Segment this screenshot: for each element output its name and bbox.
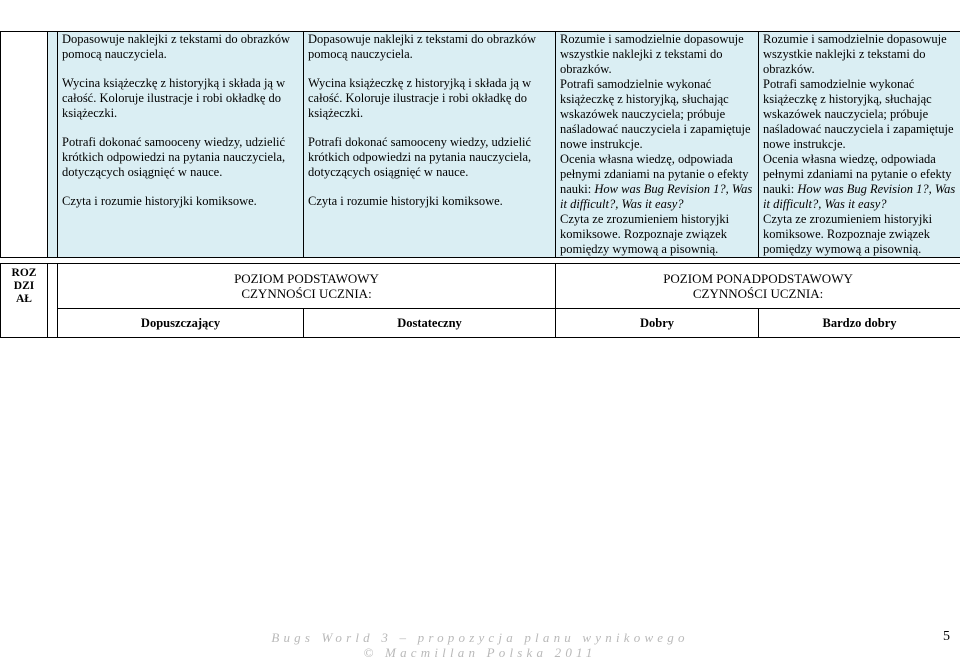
page-footer xyxy=(0,630,960,660)
cell-dopuszczajacy xyxy=(58,32,304,258)
bardzo-dobry-text-3 xyxy=(763,152,956,212)
rozdzial-label: ROZ DZI AŁ xyxy=(9,267,39,306)
dobry-text-3-questions: How was Bug Revision 1?, Was it difficult?, Was it easy? xyxy=(560,182,752,211)
cell-dobry xyxy=(556,32,759,258)
bardzo-dobry-text-3-questions: How was Bug Revision 1?, Was it difficult?, Was it easy? xyxy=(763,182,955,211)
cell-bardzo-dobry xyxy=(759,32,960,258)
dobry-text-1: Rozumie i samodzielnie dopasowuje wszystkie naklejki z tekstami do obrazków. xyxy=(560,32,754,77)
dobry-text-4: Czyta ze zrozumieniem historyjki komiksowe. Rozpoznaje związek pomiędzy wymową a pisownią. xyxy=(560,212,754,257)
dostateczny-text-1: Dopasowuje naklejki z tekstami do obrazków pomocą nauczyciela. xyxy=(308,32,551,62)
dopuszczajacy-text-2: Wycina książeczkę z historyjką i składa ją w całość. Koloruje ilustracje i robi okładkę do książeczki. xyxy=(62,76,299,121)
bardzo-dobry-text-2: Potrafi samodzielnie wykonać książeczkę z historyjką, słuchając wskazówek nauczyciela; próbuje naśladować nauczyciela i zapamiętuje nowe instrukcje. xyxy=(763,77,956,152)
dostateczny-text-3: Potrafi dokonać samooceny wiedzy, udzielić krótkich odpowiedzi na pytania nauczyciela, dotyczących osiągnięć w nauce. xyxy=(308,135,551,180)
footer-title: Bugs World 3 – propozycja planu wynikowego xyxy=(0,630,960,645)
grade-dopuszczajacy: Dopuszczający xyxy=(58,309,304,338)
dobry-text-2: Potrafi samodzielnie wykonać książeczkę z historyjką, słuchając wskazówek nauczyciela; próbuje naśladować nauczyciela i zapamiętuje nowe instrukcje. xyxy=(560,77,754,152)
poziom-ponadpodstawowy-title: POZIOM PONADPODSTAWOWY xyxy=(556,271,960,286)
dopuszczajacy-text-1: Dopasowuje naklejki z tekstami do obrazków pomocą nauczyciela. xyxy=(62,32,299,62)
spacer-header-cell xyxy=(48,264,58,338)
grade-bardzo-dobry: Bardzo dobry xyxy=(759,309,960,338)
grade-dostateczny: Dostateczny xyxy=(304,309,556,338)
dostateczny-text-2: Wycina książeczkę z historyjką i składa ją w całość. Koloruje ilustracje i robi okładkę do książeczki. xyxy=(308,76,551,121)
dopuszczajacy-text-3: Potrafi dokonać samooceny wiedzy, udzielić krótkich odpowiedzi na pytania nauczyciela, dotyczących osiągnięć w nauce. xyxy=(62,135,299,180)
rozdzial-header xyxy=(1,264,48,338)
dostateczny-text-4: Czyta i rozumie historyjki komiksowe. xyxy=(308,194,551,209)
footer-copyright: © Macmillan Polska 2011 xyxy=(0,645,960,660)
bardzo-dobry-text-1: Rozumie i samodzielnie dopasowuje wszystkie naklejki z tekstami do obrazków. xyxy=(763,32,956,77)
poziom-ponadpodstawowy-header xyxy=(556,264,960,309)
level-header-table xyxy=(0,263,960,338)
poziom-podstawowy-header xyxy=(58,264,556,309)
dobry-text-3 xyxy=(560,152,754,212)
poziom-podstawowy-title: POZIOM PODSTAWOWY xyxy=(58,271,555,286)
grade-dobry: Dobry xyxy=(556,309,759,338)
dobry-text-3-prefix: Ocenia własna wiedzę, odpowiada pełnymi zdaniami na pytanie o efekty nauki: xyxy=(560,152,748,196)
criteria-table-continued xyxy=(0,31,960,258)
section-cell-empty xyxy=(1,32,48,258)
bardzo-dobry-text-3-prefix: Ocenia własna wiedzę, odpowiada pełnymi zdaniami na pytanie o efekty nauki: xyxy=(763,152,951,196)
poziom-ponadpodstawowy-czynnosci: CZYNNOŚCI UCZNIA: xyxy=(556,286,960,301)
page-number: 5 xyxy=(943,629,950,645)
bardzo-dobry-text-4: Czyta ze zrozumieniem historyjki komiksowe. Rozpoznaje związek pomiędzy wymową a pisownią. xyxy=(763,212,956,257)
spacer-cell xyxy=(48,32,58,258)
poziom-podstawowy-czynnosci: CZYNNOŚCI UCZNIA: xyxy=(58,286,555,301)
dopuszczajacy-text-4: Czyta i rozumie historyjki komiksowe. xyxy=(62,194,299,209)
cell-dostateczny xyxy=(304,32,556,258)
